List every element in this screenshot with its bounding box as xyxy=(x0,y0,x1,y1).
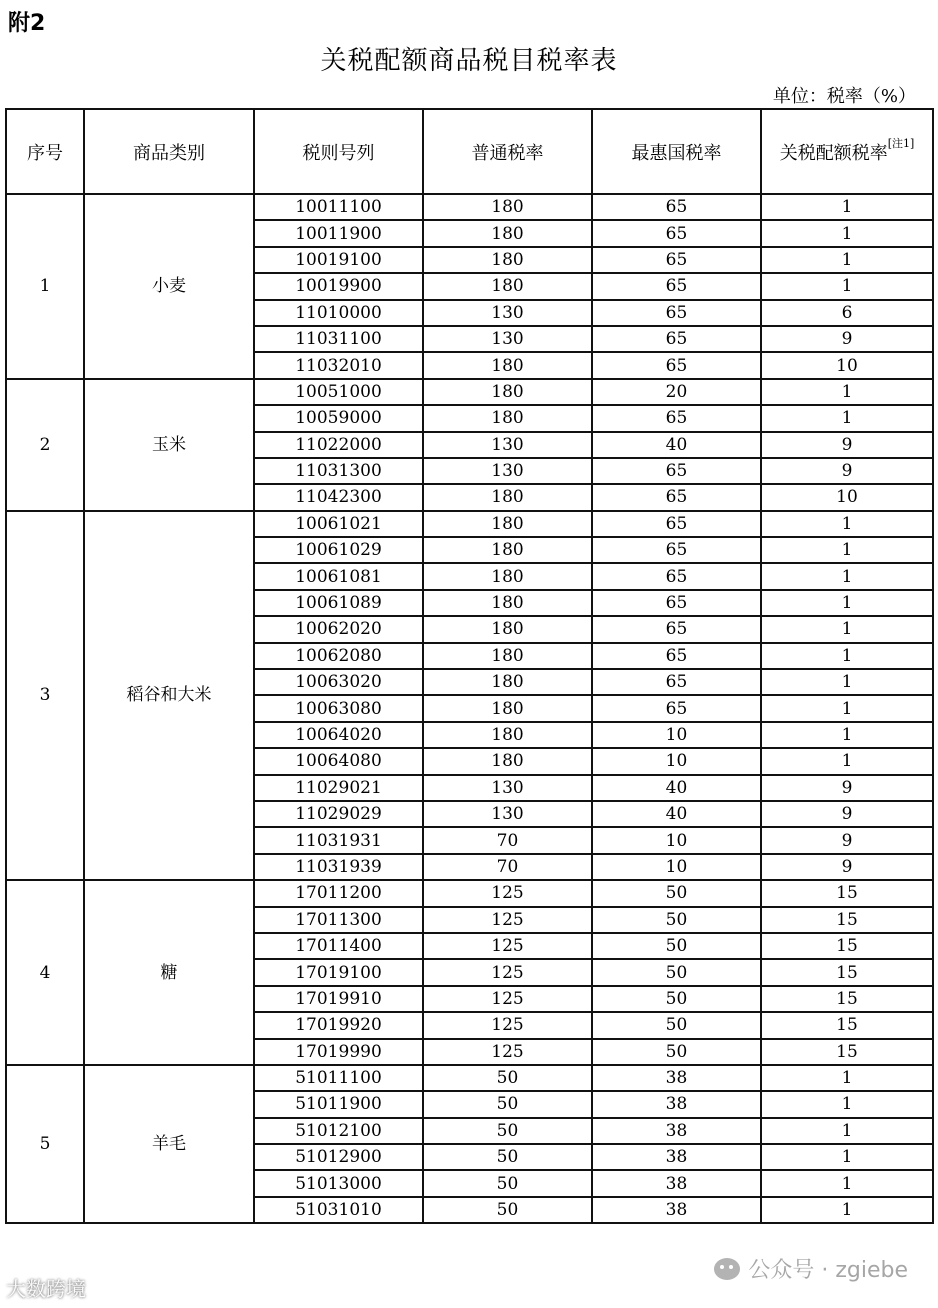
header-category: 商品类别 xyxy=(84,109,254,194)
cell-general-rate: 50 xyxy=(423,1118,592,1144)
watermark-right xyxy=(714,1253,908,1284)
header-quota-rate xyxy=(761,109,933,194)
cell-mfn-rate: 40 xyxy=(592,801,761,827)
cell-mfn-rate: 38 xyxy=(592,1065,761,1091)
cell-general-rate: 125 xyxy=(423,1039,592,1065)
cell-general-rate: 180 xyxy=(423,220,592,246)
cell-seq: 3 xyxy=(6,511,84,880)
cell-tariff-code: 10062080 xyxy=(254,643,423,669)
cell-general-rate: 130 xyxy=(423,432,592,458)
cell-tariff-code: 10019900 xyxy=(254,273,423,299)
cell-tariff-code: 17019910 xyxy=(254,986,423,1012)
cell-mfn-rate: 65 xyxy=(592,352,761,378)
cell-quota-rate: 15 xyxy=(761,986,933,1012)
cell-mfn-rate: 10 xyxy=(592,854,761,880)
cell-general-rate: 180 xyxy=(423,616,592,642)
cell-general-rate: 180 xyxy=(423,695,592,721)
cell-tariff-code: 11032010 xyxy=(254,352,423,378)
cell-tariff-code: 11022000 xyxy=(254,432,423,458)
cell-seq: 5 xyxy=(6,1065,84,1223)
cell-mfn-rate: 65 xyxy=(592,220,761,246)
cell-mfn-rate: 10 xyxy=(592,748,761,774)
cell-general-rate: 130 xyxy=(423,300,592,326)
cell-tariff-code: 11029029 xyxy=(254,801,423,827)
cell-tariff-code: 10063080 xyxy=(254,695,423,721)
cell-general-rate: 125 xyxy=(423,933,592,959)
cell-mfn-rate: 65 xyxy=(592,695,761,721)
cell-mfn-rate: 65 xyxy=(592,273,761,299)
cell-general-rate: 180 xyxy=(423,379,592,405)
cell-mfn-rate: 65 xyxy=(592,247,761,273)
cell-tariff-code: 51031010 xyxy=(254,1197,423,1223)
cell-quota-rate: 1 xyxy=(761,563,933,589)
cell-general-rate: 180 xyxy=(423,722,592,748)
cell-tariff-code: 10064020 xyxy=(254,722,423,748)
cell-general-rate: 180 xyxy=(423,194,592,220)
cell-quota-rate: 1 xyxy=(761,247,933,273)
cell-tariff-code: 10051000 xyxy=(254,379,423,405)
cell-mfn-rate: 65 xyxy=(592,511,761,537)
cell-tariff-code: 11042300 xyxy=(254,484,423,510)
cell-quota-rate: 1 xyxy=(761,537,933,563)
cell-mfn-rate: 38 xyxy=(592,1118,761,1144)
cell-quota-rate: 1 xyxy=(761,1118,933,1144)
cell-quota-rate: 1 xyxy=(761,273,933,299)
cell-seq: 1 xyxy=(6,194,84,379)
cell-quota-rate: 1 xyxy=(761,669,933,695)
cell-tariff-code: 11031931 xyxy=(254,827,423,853)
cell-general-rate: 70 xyxy=(423,827,592,853)
cell-tariff-code: 10064080 xyxy=(254,748,423,774)
cell-general-rate: 70 xyxy=(423,854,592,880)
cell-tariff-code: 51012900 xyxy=(254,1144,423,1170)
cell-general-rate: 180 xyxy=(423,590,592,616)
cell-tariff-code: 11031300 xyxy=(254,458,423,484)
cell-category: 羊毛 xyxy=(84,1065,254,1223)
cell-quota-rate: 1 xyxy=(761,1065,933,1091)
cell-tariff-code: 17011400 xyxy=(254,933,423,959)
cell-tariff-code: 17011300 xyxy=(254,907,423,933)
cell-quota-rate: 1 xyxy=(761,748,933,774)
cell-tariff-code: 17019920 xyxy=(254,1012,423,1038)
header-mfn-rate: 最惠国税率 xyxy=(592,109,761,194)
cell-general-rate: 125 xyxy=(423,986,592,1012)
cell-mfn-rate: 40 xyxy=(592,432,761,458)
cell-quota-rate: 1 xyxy=(761,1144,933,1170)
cell-general-rate: 130 xyxy=(423,775,592,801)
header-tariff-code: 税则号列 xyxy=(254,109,423,194)
cell-general-rate: 130 xyxy=(423,326,592,352)
cell-mfn-rate: 65 xyxy=(592,643,761,669)
cell-general-rate: 125 xyxy=(423,1012,592,1038)
cell-general-rate: 180 xyxy=(423,748,592,774)
cell-general-rate: 50 xyxy=(423,1197,592,1223)
cell-mfn-rate: 65 xyxy=(592,537,761,563)
cell-tariff-code: 10061029 xyxy=(254,537,423,563)
cell-tariff-code: 11010000 xyxy=(254,300,423,326)
header-seq: 序号 xyxy=(6,109,84,194)
cell-tariff-code: 11031939 xyxy=(254,854,423,880)
cell-general-rate: 130 xyxy=(423,801,592,827)
cell-general-rate: 180 xyxy=(423,511,592,537)
cell-quota-rate: 1 xyxy=(761,220,933,246)
cell-quota-rate: 15 xyxy=(761,1039,933,1065)
cell-tariff-code: 17019100 xyxy=(254,959,423,985)
cell-mfn-rate: 50 xyxy=(592,1012,761,1038)
cell-tariff-code: 10063020 xyxy=(254,669,423,695)
cell-general-rate: 180 xyxy=(423,563,592,589)
cell-mfn-rate: 50 xyxy=(592,986,761,1012)
cell-quota-rate: 1 xyxy=(761,405,933,431)
table-header-row xyxy=(6,109,933,194)
wechat-icon xyxy=(714,1258,740,1280)
cell-quota-rate: 1 xyxy=(761,1197,933,1223)
cell-general-rate: 180 xyxy=(423,669,592,695)
cell-tariff-code: 51013000 xyxy=(254,1170,423,1196)
cell-tariff-code: 10061021 xyxy=(254,511,423,537)
cell-category: 玉米 xyxy=(84,379,254,511)
watermark-left: 大数跨境 xyxy=(6,1277,86,1301)
cell-general-rate: 180 xyxy=(423,405,592,431)
cell-mfn-rate: 50 xyxy=(592,880,761,906)
cell-tariff-code: 10061089 xyxy=(254,590,423,616)
cell-quota-rate: 10 xyxy=(761,352,933,378)
cell-mfn-rate: 50 xyxy=(592,933,761,959)
cell-quota-rate: 10 xyxy=(761,484,933,510)
cell-quota-rate: 15 xyxy=(761,1012,933,1038)
cell-tariff-code: 17011200 xyxy=(254,880,423,906)
unit-note: 单位：税率（%） xyxy=(772,86,916,107)
cell-quota-rate: 1 xyxy=(761,695,933,721)
cell-mfn-rate: 10 xyxy=(592,722,761,748)
cell-quota-rate: 9 xyxy=(761,458,933,484)
cell-quota-rate: 9 xyxy=(761,854,933,880)
cell-general-rate: 180 xyxy=(423,273,592,299)
cell-mfn-rate: 65 xyxy=(592,616,761,642)
cell-mfn-rate: 50 xyxy=(592,1039,761,1065)
cell-quota-rate: 1 xyxy=(761,379,933,405)
cell-seq: 2 xyxy=(6,379,84,511)
table-row xyxy=(6,1065,933,1091)
cell-general-rate: 125 xyxy=(423,907,592,933)
cell-quota-rate: 15 xyxy=(761,880,933,906)
cell-quota-rate: 9 xyxy=(761,775,933,801)
cell-general-rate: 125 xyxy=(423,959,592,985)
cell-general-rate: 130 xyxy=(423,458,592,484)
cell-quota-rate: 6 xyxy=(761,300,933,326)
cell-quota-rate: 1 xyxy=(761,722,933,748)
table-body xyxy=(6,194,933,1223)
cell-tariff-code: 51011900 xyxy=(254,1091,423,1117)
cell-mfn-rate: 65 xyxy=(592,194,761,220)
cell-quota-rate: 1 xyxy=(761,511,933,537)
cell-mfn-rate: 65 xyxy=(592,405,761,431)
cell-general-rate: 180 xyxy=(423,247,592,273)
cell-quota-rate: 9 xyxy=(761,801,933,827)
cell-general-rate: 50 xyxy=(423,1170,592,1196)
cell-mfn-rate: 38 xyxy=(592,1170,761,1196)
cell-general-rate: 50 xyxy=(423,1091,592,1117)
table-row xyxy=(6,194,933,220)
document-title: 关税配额商品税目税率表 xyxy=(320,46,618,76)
cell-tariff-code: 17019990 xyxy=(254,1039,423,1065)
cell-general-rate: 180 xyxy=(423,484,592,510)
cell-mfn-rate: 10 xyxy=(592,827,761,853)
cell-tariff-code: 10011900 xyxy=(254,220,423,246)
cell-quota-rate: 1 xyxy=(761,616,933,642)
watermark-right-text: 公众号 · zgiebe xyxy=(748,1258,908,1283)
attachment-label: 附2 xyxy=(8,11,46,36)
cell-category: 稻谷和大米 xyxy=(84,511,254,880)
cell-quota-rate: 1 xyxy=(761,194,933,220)
cell-mfn-rate: 38 xyxy=(592,1197,761,1223)
cell-tariff-code: 10019100 xyxy=(254,247,423,273)
cell-mfn-rate: 65 xyxy=(592,458,761,484)
cell-tariff-code: 10011100 xyxy=(254,194,423,220)
cell-quota-rate: 15 xyxy=(761,933,933,959)
cell-mfn-rate: 50 xyxy=(592,959,761,985)
cell-mfn-rate: 38 xyxy=(592,1144,761,1170)
cell-category: 糖 xyxy=(84,880,254,1065)
cell-mfn-rate: 50 xyxy=(592,907,761,933)
cell-mfn-rate: 65 xyxy=(592,590,761,616)
cell-tariff-code: 11029021 xyxy=(254,775,423,801)
cell-mfn-rate: 40 xyxy=(592,775,761,801)
cell-general-rate: 180 xyxy=(423,643,592,669)
cell-general-rate: 125 xyxy=(423,880,592,906)
cell-mfn-rate: 65 xyxy=(592,563,761,589)
table-row xyxy=(6,511,933,537)
cell-quota-rate: 1 xyxy=(761,1170,933,1196)
cell-category: 小麦 xyxy=(84,194,254,379)
header-quota-rate-note: [注1] xyxy=(887,136,915,150)
cell-mfn-rate: 38 xyxy=(592,1091,761,1117)
cell-seq: 4 xyxy=(6,880,84,1065)
cell-tariff-code: 11031100 xyxy=(254,326,423,352)
cell-quota-rate: 9 xyxy=(761,326,933,352)
cell-tariff-code: 51012100 xyxy=(254,1118,423,1144)
cell-general-rate: 180 xyxy=(423,352,592,378)
cell-mfn-rate: 65 xyxy=(592,300,761,326)
cell-mfn-rate: 65 xyxy=(592,484,761,510)
cell-tariff-code: 10061081 xyxy=(254,563,423,589)
table-row xyxy=(6,379,933,405)
cell-tariff-code: 10059000 xyxy=(254,405,423,431)
cell-mfn-rate: 20 xyxy=(592,379,761,405)
cell-quota-rate: 1 xyxy=(761,1091,933,1117)
cell-quota-rate: 9 xyxy=(761,432,933,458)
cell-quota-rate: 1 xyxy=(761,590,933,616)
cell-quota-rate: 15 xyxy=(761,959,933,985)
cell-quota-rate: 9 xyxy=(761,827,933,853)
cell-mfn-rate: 65 xyxy=(592,669,761,695)
cell-general-rate: 50 xyxy=(423,1065,592,1091)
cell-tariff-code: 51011100 xyxy=(254,1065,423,1091)
tariff-rate-table xyxy=(5,108,934,1224)
cell-quota-rate: 15 xyxy=(761,907,933,933)
table-row xyxy=(6,880,933,906)
header-quota-rate-label: 关税配额税率 xyxy=(779,142,888,164)
cell-general-rate: 50 xyxy=(423,1144,592,1170)
cell-tariff-code: 10062020 xyxy=(254,616,423,642)
header-general-rate: 普通税率 xyxy=(423,109,592,194)
cell-mfn-rate: 65 xyxy=(592,326,761,352)
cell-general-rate: 180 xyxy=(423,537,592,563)
cell-quota-rate: 1 xyxy=(761,643,933,669)
